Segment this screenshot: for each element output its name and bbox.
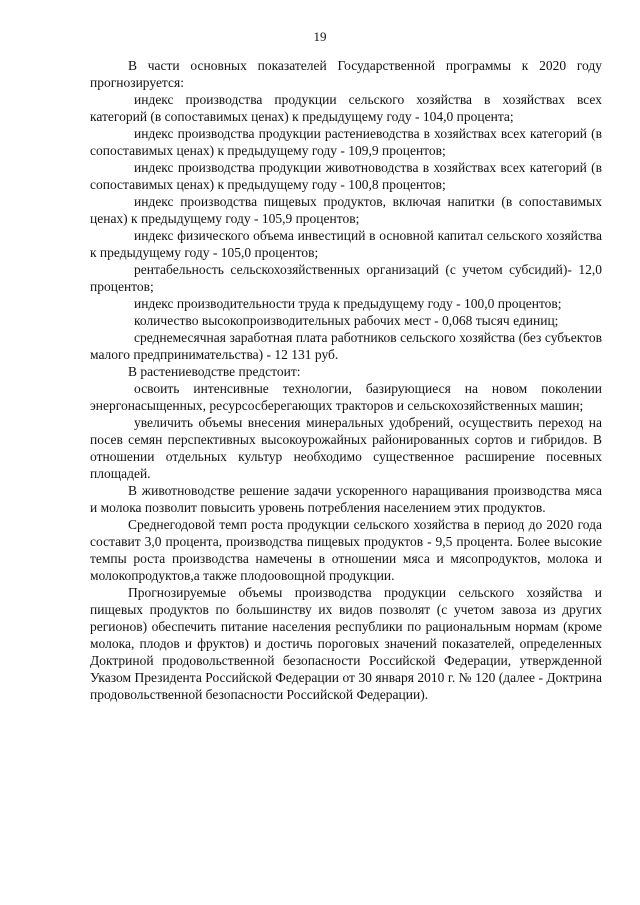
paragraph: количество высокопроизводительных рабочих мест - 0,068 тысяч единиц;: [134, 313, 559, 328]
paragraph: Прогнозируемые объемы производства продукции сельского хозяйства и пищевых продуктов по большинству их видов позволят (с учетом завоза из других регионов) обеспечить питание населения республики по рациональным нормам (кроме молока, плодов и фруктов) и достичь пороговых значений показателей, определенных Доктриной продовольственной безопасности Российской Федерации, утвержденной Указом Президента Российской Федерации от 30 января 2010 г. № 120 (далее - Доктрина продовольственной безопасности Российской Федерации).: [90, 585, 602, 702]
page-number: 19: [313, 29, 327, 44]
paragraph: индекс производства продукции растениеводства в хозяйствах всех категорий (в сопоставимых ценах) к предыдущему году - 109,9 процентов;: [90, 126, 602, 158]
paragraph: В растениеводстве предстоит:: [128, 364, 301, 379]
paragraph: рентабельность сельскохозяйственных организаций (с учетом субсидий)- 12,0 процентов;: [90, 262, 602, 294]
paragraph: освоить интенсивные технологии, базирующиеся на новом поколении энергонасыщенных, ресурсосберегающих тракторов и сельскохозяйственных машин;: [90, 381, 602, 413]
paragraph: индекс производства продукции сельского хозяйства в хозяйствах всех категорий (в сопоставимых ценах) к предыдущему году - 104,0 процента;: [90, 92, 602, 124]
paragraph: индекс производства пищевых продуктов, включая напитки (в сопоставимых ценах) к предыдущему году - 105,9 процентов;: [90, 194, 602, 226]
paragraph: индекс физического объема инвестиций в основной капитал сельского хозяйства к предыдущему году - 105,0 процентов;: [90, 228, 602, 260]
document-body: [90, 57, 602, 703]
paragraph: индекс производства продукции животноводства в хозяйствах всех категорий (в сопоставимых ценах) к предыдущему году - 100,8 процентов;: [90, 160, 602, 192]
paragraph: В животноводстве решение задачи ускоренного наращивания производства мяса и молока позволит повысить уровень потребления населением этих продуктов.: [90, 483, 602, 515]
paragraph: Среднегодовой темп роста продукции сельского хозяйства в период до 2020 года составит 3,0 процента, производства пищевых продуктов - 9,5 процента. Более высокие темпы роста производства намечены в отношении мяса и мясопродуктов, молока и молокопродуктов,а также плодоовощной продукции.: [90, 517, 602, 583]
paragraph: В части основных показателей Государственной программы к 2020 году прогнозируется:: [90, 58, 602, 90]
paragraph: индекс производительности труда к предыдущему году - 100,0 процентов;: [134, 296, 562, 311]
paragraph: среднемесячная заработная плата работников сельского хозяйства (без субъектов малого предпринимательства) - 12 131 руб.: [90, 330, 602, 362]
paragraph: увеличить объемы внесения минеральных удобрений, осуществить переход на посев семян перспективных высокоурожайных районированных сортов и гибридов. В отношении отдельных культур необходимо существенное расширение посевных площадей.: [90, 415, 602, 481]
